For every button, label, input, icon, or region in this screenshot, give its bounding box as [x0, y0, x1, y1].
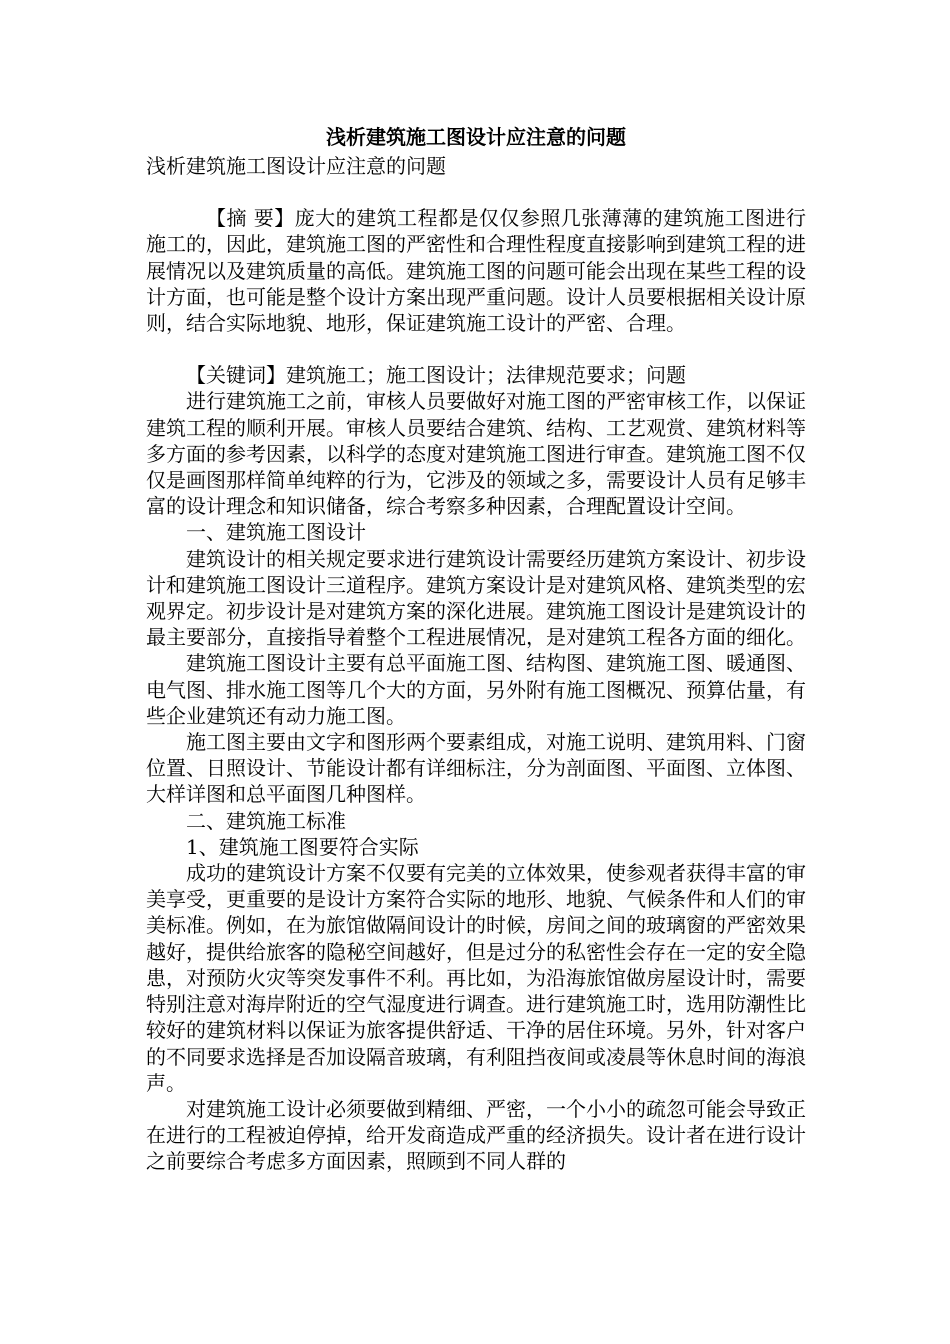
blank-line — [146, 179, 806, 205]
abstract-paragraph: 【摘 要】庞大的建筑工程都是仅仅参照几张薄薄的建筑施工图进行施工的，因此，建筑施工图的严密性和合理性程度直接影响到建筑工程的进展情况以及建筑质量的高低。建筑施工图的问题可能会出现在某些工程的设计方面，也可能是整个设计方案出现严重问题。设计人员要根据相关设计原则，结合实际地貌、地形，保证建筑施工设计的严密、合理。 — [146, 206, 806, 336]
section-heading-2: 二、建筑施工标准 — [186, 808, 346, 833]
section1-paragraph-2: 建筑施工图设计主要有总平面施工图、结构图、建筑施工图、暖通图、电气图、排水施工图等几个大的方面，另外附有施工图概况、预算估量，有些企业建筑还有动力施工图。 — [146, 651, 806, 728]
document-body — [146, 121, 806, 1175]
blank-line — [146, 336, 806, 362]
section1-paragraph-3: 施工图主要由文字和图形两个要素组成，对施工说明、建筑用料、门窗位置、日照设计、节能设计都有详细标注，分为剖面图、平面图、立体图、大样详图和总平面图几种图样。 — [146, 730, 806, 807]
section2-paragraph-1: 成功的建筑设计方案不仅要有完美的立体效果，使参观者获得丰富的审美享受，更重要的是设计方案符合实际的地形、地貌、气候条件和人们的审美标准。例如，在为旅馆做隔间设计的时候，房间之间的玻璃窗的严密效果越好，提供给旅客的隐秘空间越好，但是过分的私密性会存在一定的安全隐患，对预防火灾等突发事件不利。再比如，为沿海旅馆做房屋设计时，需要特别注意对海岸附近的空气湿度进行调查。进行建筑施工时，选用防潮性比较好的建筑材料以保证为旅客提供舒适、干净的居住环境。另外，针对客户的不同要求选择是否加设隔音玻璃，有利阻挡夜间或凌晨等休息时间的海浪声。 — [146, 861, 806, 1095]
section2-paragraph-2: 对建筑施工设计必须要做到精细、严密，一个小小的疏忽可能会导致正在进行的工程被迫停掉，给开发商造成严重的经济损失。设计者在进行设计之前要综合考虑多方面因素，照顾到不同人群的 — [146, 1096, 806, 1174]
keywords-paragraph: 【关键词】建筑施工；施工图设计；法律规范要求；问题 — [186, 363, 686, 388]
section-heading-1: 一、建筑施工图设计 — [186, 520, 366, 545]
document-subtitle: 浅析建筑施工图设计应注意的问题 — [146, 154, 446, 178]
subsection-heading-2-1: 1、建筑施工图要符合实际 — [186, 834, 419, 859]
section1-paragraph-1: 建筑设计的相关规定要求进行建筑设计需要经历建筑方案设计、初步设计和建筑施工图设计三道程序。建筑方案设计是对建筑风格、建筑类型的宏观界定。初步设计是对建筑方案的深化进展。建筑施工图设计是建筑设计的最主要部分，直接指导着整个工程进展情况，是对建筑工程各方面的细化。 — [146, 546, 806, 650]
intro-paragraph: 进行建筑施工之前，审核人员要做好对施工图的严密审核工作，以保证建筑工程的顺利开展。审核人员要结合建筑、结构、工艺观赏、建筑材料等多方面的参考因素，以科学的态度对建筑施工图进行审查。建筑施工图不仅仅是画图那样简单纯粹的行为，它涉及的领域之多，需要设计人员有足够丰富的设计理念和知识储备，综合考察多种因素，合理配置设计空间。 — [146, 389, 806, 519]
document-title: 浅析建筑施工图设计应注意的问题 — [326, 125, 626, 149]
